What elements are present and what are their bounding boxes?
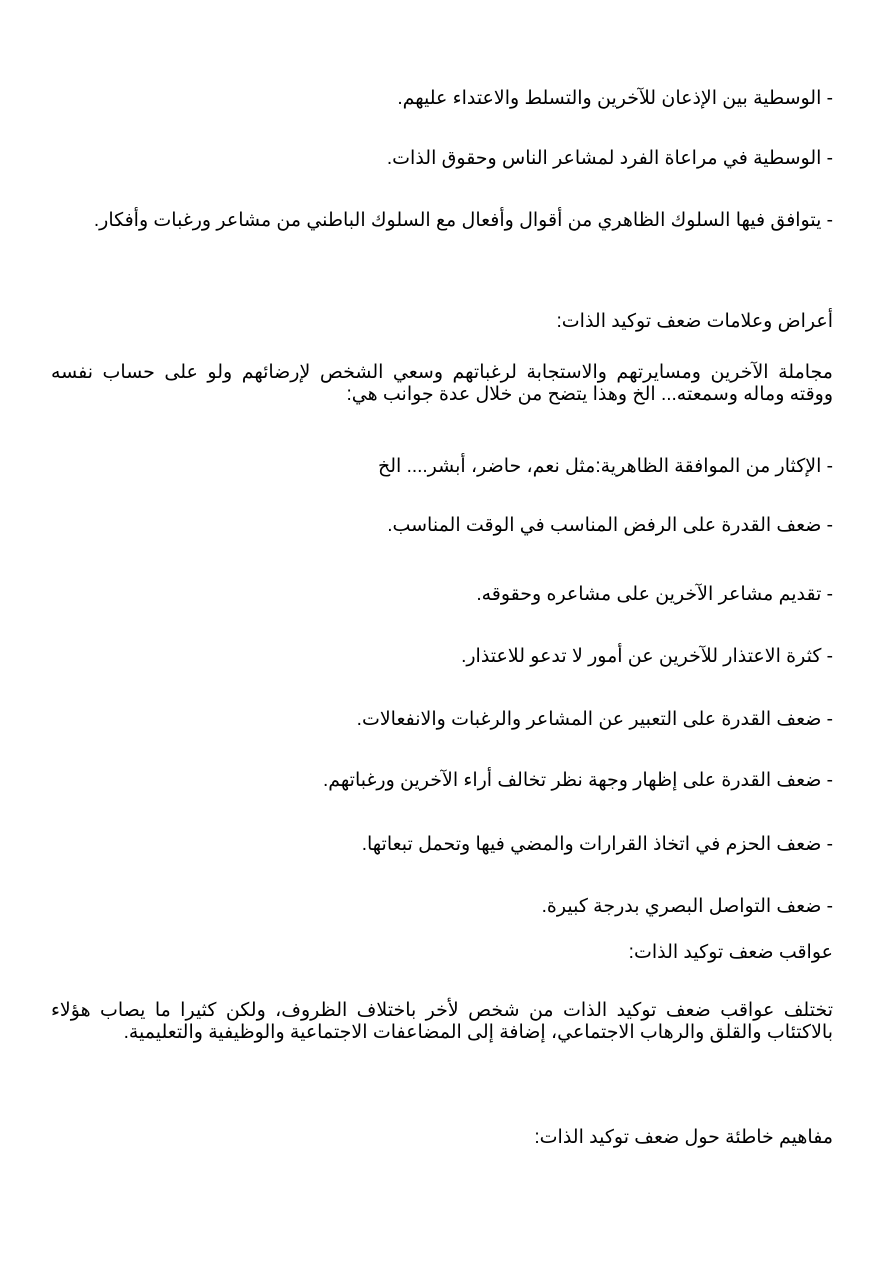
bullet-expression-ability: - ضعف القدرة على التعبير عن المشاعر والرغبات والانفعالات. — [356, 709, 833, 730]
bullet-behavior-consistency: - يتوافق فيها السلوك الظاهري من أقوال وأفعال مع السلوك الباطني من مشاعر ورغبات وأفكار. — [93, 210, 833, 231]
bullet-excess-agreement: - الإكثار من الموافقة الظاهرية:مثل نعم، حاضر، أبشر.... الخ — [377, 456, 833, 477]
heading-misconceptions: مفاهيم خاطئة حول ضعف توكيد الذات: — [534, 1127, 833, 1148]
bullet-eye-contact: - ضعف التواصل البصري بدرجة كبيرة. — [541, 896, 833, 917]
heading-consequences: عواقب ضعف توكيد الذات: — [628, 942, 833, 963]
paragraph-flattery: مجاملة الآخرين ومسايرتهم والاستجابة لرغباتهم وسعي الشخص لإرضائهم ولو على حساب نفسه ووقته وماله وسمعته... الخ وهذا يتضح من خلال عدة جوانب هي: — [51, 362, 833, 405]
bullet-excess-apology: - كثرة الاعتذار للآخرين عن أمور لا تدعو للاعتذار. — [461, 646, 833, 667]
bullet-decision-firmness: - ضعف الحزم في اتخاذ القرارات والمضي فيها وتحمل تبعاتها. — [361, 834, 833, 855]
paragraph-consequences: تختلف عواقب ضعف توكيد الذات من شخص لأخر باختلاف الظروف، ولكن كثيرا ما يصاب هؤلاء بالاكتئاب والقلق والرهاب الاجتماعي، إضافة إلى المضاعفات الاجتماعية والوظيفية والتعليمية. — [51, 1000, 833, 1043]
bullet-refusal-ability: - ضعف القدرة على الرفض المناسب في الوقت المناسب. — [387, 515, 833, 536]
heading-symptoms: أعراض وعلامات ضعف توكيد الذات: — [556, 311, 833, 332]
bullet-opposing-view: - ضعف القدرة على إظهار وجهة نظر تخالف أراء الآخرين ورغباتهم. — [322, 770, 833, 791]
bullet-moderation-feelings: - الوسطية في مراعاة الفرد لمشاعر الناس وحقوق الذات. — [386, 148, 833, 169]
bullet-moderation-submission: - الوسطية بين الإذعان للآخرين والتسلط والاعتداء عليهم. — [397, 88, 833, 109]
bullet-prioritizing-others: - تقديم مشاعر الآخرين على مشاعره وحقوقه. — [476, 584, 833, 605]
